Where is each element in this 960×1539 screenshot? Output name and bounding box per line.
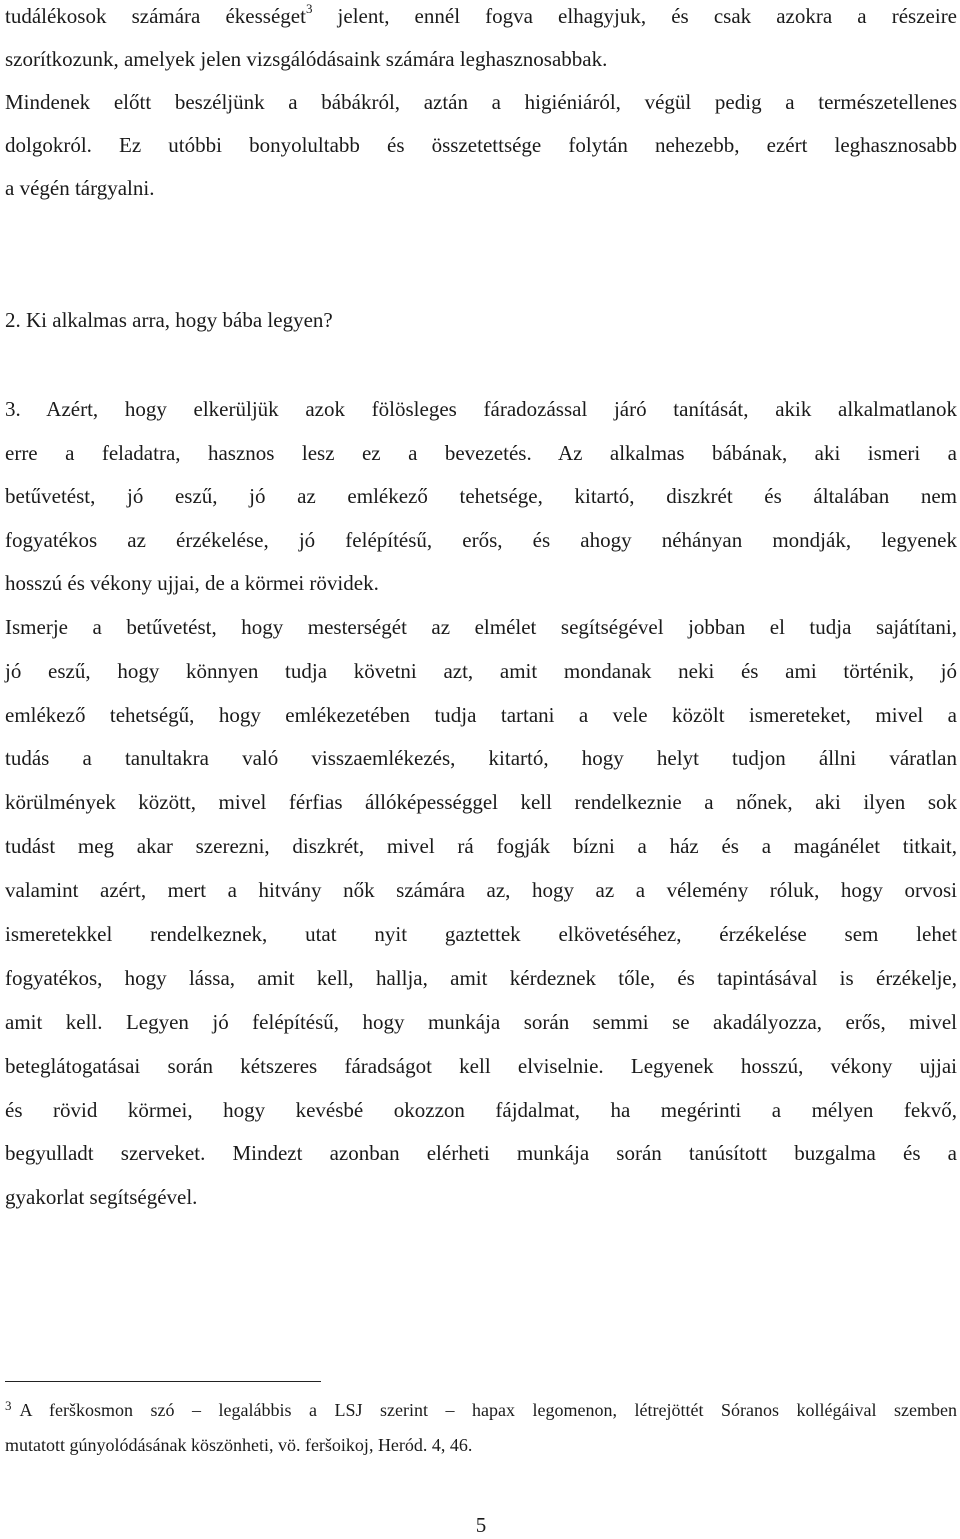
para4-line-11: beteglátogatásai során kétszeres fáradságot kell elviselnie. Legyenek hosszú, vékony ujjai [5, 1054, 957, 1078]
para4-line-4: tudás a tanultakra való visszaemlékezés, kitartó, hogy helyt tudjon állni váratlan [5, 746, 957, 770]
footnote-line-1-text: A ferškosmon szó – legalábbis a LSJ szerint – hapax legomenon, létrejöttét Sóranos kollégáival szemben [19, 1400, 957, 1420]
para4-line-2: jó eszű, hogy könnyen tudja követni azt, amit mondanak neki és ami történik, jó [5, 659, 957, 683]
para4-line-13: begyulladt szerveket. Mindezt azonban elérheti munkája során tanúsított buzgalma és a [5, 1141, 957, 1165]
document-page [5, 0, 957, 1535]
para3-line-5: hosszú és vékony ujjai, de a körmei rövidek. [5, 571, 379, 595]
intro-line-1-text-b: jelent, ennél fogva elhagyjuk, és csak azokra a részeire [312, 4, 958, 28]
footnote-line-2: mutatott gúnyolódásának köszönheti, vö. feršoikoj, Heród. 4, 46. [5, 1435, 473, 1455]
para4-line-12: és rövid körmei, hogy kevésbé okozzon fájdalmat, ha megérinti a mélyen fekvő, [5, 1098, 957, 1122]
para4-line-1: Ismerje a betűvetést, hogy mesterségét az elmélet segítségével jobban el tudja sajátítani, [5, 615, 957, 639]
footnote-marker: 3 [5, 1398, 12, 1413]
para3-line-3: betűvetést, jó eszű, jó az emlékező tehetsége, kitartó, diszkrét és általában nem [5, 484, 957, 508]
intro-line-4: dolgokról. Ez utóbbi bonyolultabb és összetettsége folytán nehezebb, ezért leghasznosabb [5, 133, 957, 157]
para4-line-7: valamint azért, mert a hitvány nők számára az, hogy az a vélemény róluk, hogy orvosi [5, 878, 957, 902]
para3-line-2: erre a feladatra, hasznos lesz ez a bevezetés. Az alkalmas bábának, aki ismeri a [5, 441, 957, 465]
intro-line-5: a végén tárgyalni. [5, 176, 155, 200]
page-number: 5 [475, 1513, 487, 1537]
para3-line-1: 3. Azért, hogy elkerüljük azok fölösleges fáradozással járó tanítását, akik alkalmatlanok [5, 397, 957, 421]
intro-line-2: szorítkozunk, amelyek jelen vizsgálódásaink számára leghasznosabbak. [5, 47, 608, 71]
intro-line-3: Mindenek előtt beszéljünk a bábákról, aztán a higiéniáról, végül pedig a természetellenes [5, 90, 957, 114]
para4-line-9: fogyatékos, hogy lássa, amit kell, hallja, amit kérdeznek tőle, és tapintásával is érzékelje, [5, 966, 957, 990]
footnote-ref-3: 3 [305, 1, 313, 16]
para4-line-3: emlékező tehetségű, hogy emlékezetében tudja tartani a vele közölt ismereteket, mivel a [5, 703, 957, 727]
intro-line-1 [5, 2, 957, 30]
section-heading: 2. Ki alkalmas arra, hogy bába legyen? [5, 308, 333, 332]
para4-line-10: amit kell. Legyen jó felépítésű, hogy munkája során semmi se akadályozza, erős, mivel [5, 1010, 957, 1034]
footnote-separator [5, 1381, 321, 1382]
para4-line-6: tudást meg akar szerezni, diszkrét, mivel rá fogják bízni a ház és a magánélet titkait, [5, 834, 957, 858]
footnote-line-1 [5, 1398, 957, 1424]
para3-line-4: fogyatékos az érzékelése, jó felépítésű, erős, és ahogy néhányan mondják, legyenek [5, 528, 957, 552]
para4-line-8: ismeretekkel rendelkeznek, utat nyit gaztettek elkövetéséhez, érzékelése sem lehet [5, 922, 957, 946]
para4-line-14: gyakorlat segítségével. [5, 1185, 198, 1209]
para4-line-5: körülmények között, mivel férfias állóképességgel kell rendelkeznie a nőnek, aki ilyen sok [5, 790, 957, 814]
intro-line-1-text-a: tudálékosok számára ékességet [5, 4, 306, 28]
